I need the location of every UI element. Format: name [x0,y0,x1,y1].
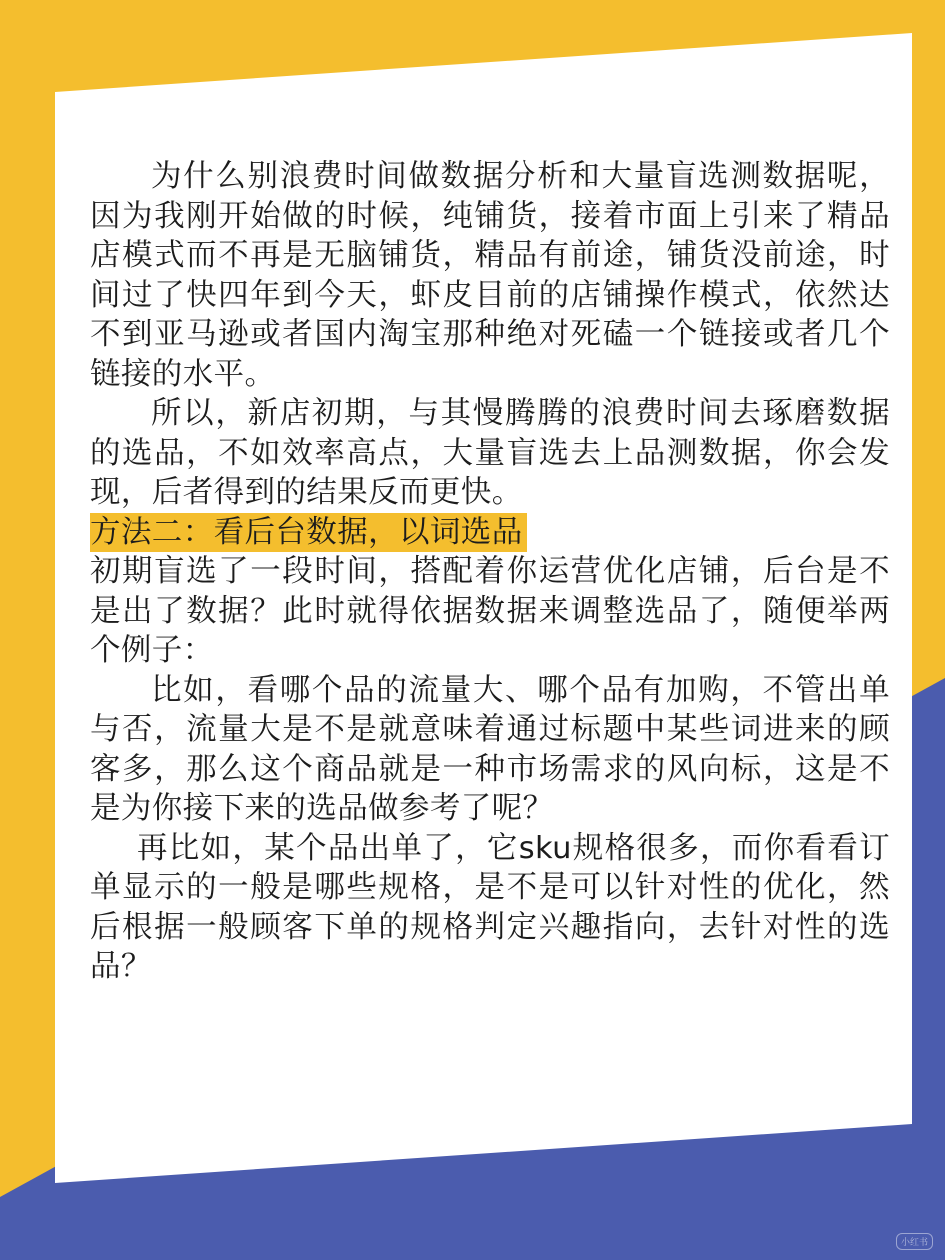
section-heading-wrap [90,513,890,553]
paragraph-4: 比如，看哪个品的流量大、哪个品有加购，不管出单与否，流量大是不是就意味着通过标题中某些词进来的顾客多，那么这个商品就是一种市场需求的风向标，这是不是为你接下来的选品做参考了呢？ [90,672,890,826]
paragraph-2: 所以，新店初期，与其慢腾腾的浪费时间去琢磨数据的选品，不如效率高点，大量盲选去上品测数据，你会发现，后者得到的结果反而更快。 [90,396,890,510]
paragraph-5: 再比如，某个品出单了，它sku规格很多，而你看看订单显示的一般是哪些规格，是不是可以针对性的优化，然后根据一般顾客下单的规格判定兴趣指向，去针对性的选品？ [90,830,890,984]
watermark-logo: 小红书 [896,1233,933,1250]
paragraph-1: 为什么别浪费时间做数据分析和大量盲选测数据呢，因为我刚开始做的时候，纯铺货，接着市面上引来了精品店模式而不再是无脑铺货，精品有前途，铺货没前途，时间过了快四年到今天，虾皮目前的店铺操作模式，依然达不到亚马逊或者国内淘宝那种绝对死磕一个链接或者几个链接的水平。 [90,159,890,392]
article-body [90,157,890,987]
section-heading: 方法二：看后台数据，以词选品 [90,513,527,553]
paragraph-3: 初期盲选了一段时间，搭配着你运营优化店铺，后台是不是出了数据？此时就得依据数据来调整选品了，随便举两个例子： [90,554,890,668]
